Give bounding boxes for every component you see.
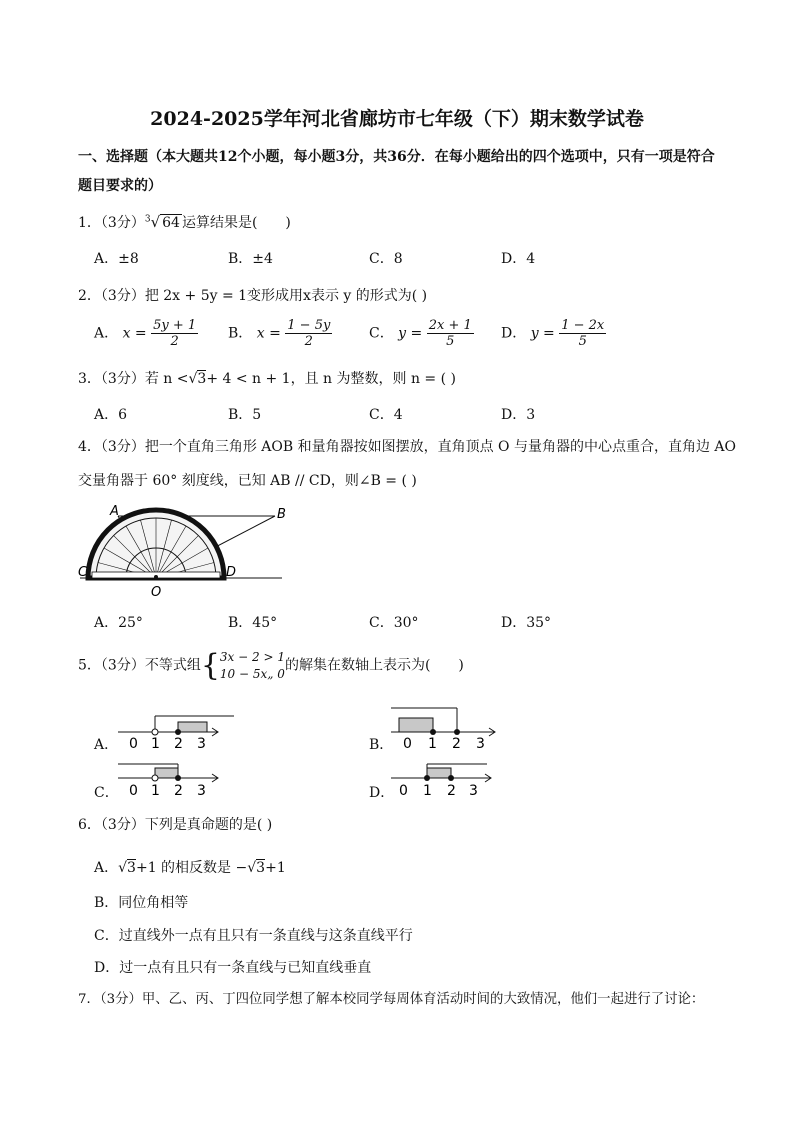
q1-radical-index: 3: [144, 214, 151, 225]
q2-option-c-label: C．: [369, 325, 394, 342]
q1-option-c: C．8: [369, 251, 403, 267]
q2-option-a-lhs: x =: [122, 325, 147, 342]
q3-suffix: + 4 < n + 1，且 n 为整数，则 n = ( ): [206, 371, 456, 387]
tick-2: 2: [447, 783, 456, 799]
q6-option-a-end: +1: [265, 860, 286, 876]
tick-3: 3: [197, 783, 206, 799]
q6-option-a-label: A．: [94, 860, 119, 876]
tick-2: 2: [452, 736, 461, 752]
section-instructions-line2: 题目要求的）: [78, 178, 162, 194]
q5-option-c-label: C．: [94, 785, 119, 801]
question-4-line2: 交量角器于 60° 刻度线，已知 AB // CD，则∠B = ( ): [78, 473, 417, 489]
q4-option-a: A．25°: [94, 615, 143, 631]
q1-option-a: A．±8: [94, 251, 139, 267]
q5-option-d-numberline: [387, 758, 497, 800]
q6-option-a: A．√3+1 的相反数是 −√3+1: [94, 860, 286, 876]
question-5: 5．（3分）不等式组{3x − 2 > 1 10 − 5x„ 0的解集在数轴上表示为( ): [78, 648, 464, 683]
label-a: A: [110, 504, 119, 519]
q2-option-d-label: D．: [501, 325, 527, 342]
q5-option-b-label: B．: [369, 737, 394, 753]
q6-option-a-mid: +1 的相反数是 −: [135, 860, 248, 876]
question-2: 2．（3分）把 2x + 5y = 1变形成用x表示 y 的形式为( ): [78, 288, 428, 304]
q5-inequality-1: 3x − 2 > 1: [219, 649, 285, 664]
tick-0: 0: [399, 783, 408, 799]
label-b: B: [277, 507, 286, 522]
q5-option-a-numberline: [114, 708, 244, 752]
q3-prefix: 3．（3分）若 n <: [78, 371, 189, 387]
q2-option-b-lhs: x =: [256, 325, 281, 342]
q3-option-a: A．6: [94, 407, 128, 423]
q3-option-c: C．4: [369, 407, 403, 423]
label-o: O: [151, 585, 162, 600]
q6-option-d: D．过一点有且只有一条直线与已知直线垂直: [94, 960, 372, 976]
tick-0: 0: [129, 783, 138, 799]
q5-prefix: 5．（3分）不等式组: [78, 657, 201, 674]
q2-option-b: [228, 318, 332, 349]
question-6: 6．（3分）下列是真命题的是( ): [78, 817, 273, 833]
q2-option-d-fraction: $\frac{1 - 2x}{5}$: [561, 318, 605, 349]
label-c: C: [78, 565, 88, 580]
question-3: 3．（3分）若 n <√3+ 4 < n + 1，且 n 为整数，则 n = ( ): [78, 371, 456, 387]
q1-option-d: D．4: [501, 251, 536, 267]
q2-option-c-fraction: $\frac{2x + 1}{5}$: [428, 318, 472, 349]
question-4-line1: 4．（3分）把一个直角三角形 AOB 和量角器按如图摆放，直角顶点 O 与量角器的中心点重合，直角边 AO: [78, 439, 737, 455]
q6-option-c: C．过直线外一点有且只有一条直线与这条直线平行: [94, 928, 413, 944]
q5-option-d-label: D．: [369, 785, 395, 801]
question-7: 7．（3分）甲、乙、丙、丁四位同学想了解本校同学每周体育活动时间的大致情况，他们一起进行了讨论：: [78, 992, 705, 1007]
q2-option-c-lhs: y =: [398, 325, 423, 342]
q5-inequality-2: 10 − 5x„ 0: [219, 666, 285, 681]
q6-option-a-radicand-2: 3: [256, 860, 266, 876]
tick-0: 0: [129, 736, 138, 752]
q2-option-b-fraction: $\frac{1 - 5y}{2}$: [287, 318, 331, 349]
q5-option-c-numberline: [114, 758, 224, 800]
q2-option-a-fraction: $\frac{5y + 1}{2}$: [153, 318, 197, 349]
q2-option-c: [369, 318, 474, 349]
page-title: 2024-2025学年河北省廊坊市七年级（下）期末数学试卷: [150, 108, 644, 130]
q4-option-c: C．30°: [369, 615, 419, 631]
tick-1: 1: [428, 736, 437, 752]
tick-2: 2: [174, 783, 183, 799]
q4-option-d: D．35°: [501, 615, 552, 631]
tick-0: 0: [403, 736, 412, 752]
section-instructions-line1: 一、选择题（本大题共12个小题，每小题3分，共36分．在每小题给出的四个选项中，只有一项是符合: [78, 149, 715, 165]
q4-option-b: B．45°: [228, 615, 278, 631]
q5-option-a-label: A．: [94, 737, 119, 753]
q1-option-b: B．±4: [228, 251, 273, 267]
q6-option-b: B．同位角相等: [94, 895, 189, 911]
q2-option-d-lhs: y =: [530, 325, 555, 342]
tick-1: 1: [423, 783, 432, 799]
q1-suffix: 运算结果是( ): [181, 215, 291, 231]
q3-radicand: 3: [197, 371, 207, 387]
tick-3: 3: [469, 783, 478, 799]
q3-option-d: D．3: [501, 407, 536, 423]
q5-option-b-numberline: [387, 704, 507, 752]
q6-option-a-radicand-1: 3: [127, 860, 136, 876]
tick-2: 2: [174, 736, 183, 752]
q2-option-a: [94, 318, 198, 349]
tick-1: 1: [151, 736, 160, 752]
q2-option-d: [501, 318, 606, 349]
q2-option-a-label: A．: [94, 325, 119, 342]
tick-3: 3: [197, 736, 206, 752]
q5-suffix: 的解集在数轴上表示为( ): [284, 657, 464, 674]
protractor-figure: [70, 498, 290, 602]
label-d: D: [226, 565, 237, 580]
question-1: 1．（3分）$^3$√ 64 运算结果是( ): [78, 213, 291, 231]
tick-1: 1: [151, 783, 160, 799]
tick-3: 3: [476, 736, 485, 752]
q1-radicand: 64: [162, 215, 180, 231]
q2-option-b-label: B．: [228, 325, 253, 342]
q1-prefix: 1．（3分）: [78, 215, 145, 231]
q3-option-b: B．5: [228, 407, 262, 423]
q5-inequality-system: [220, 649, 285, 683]
